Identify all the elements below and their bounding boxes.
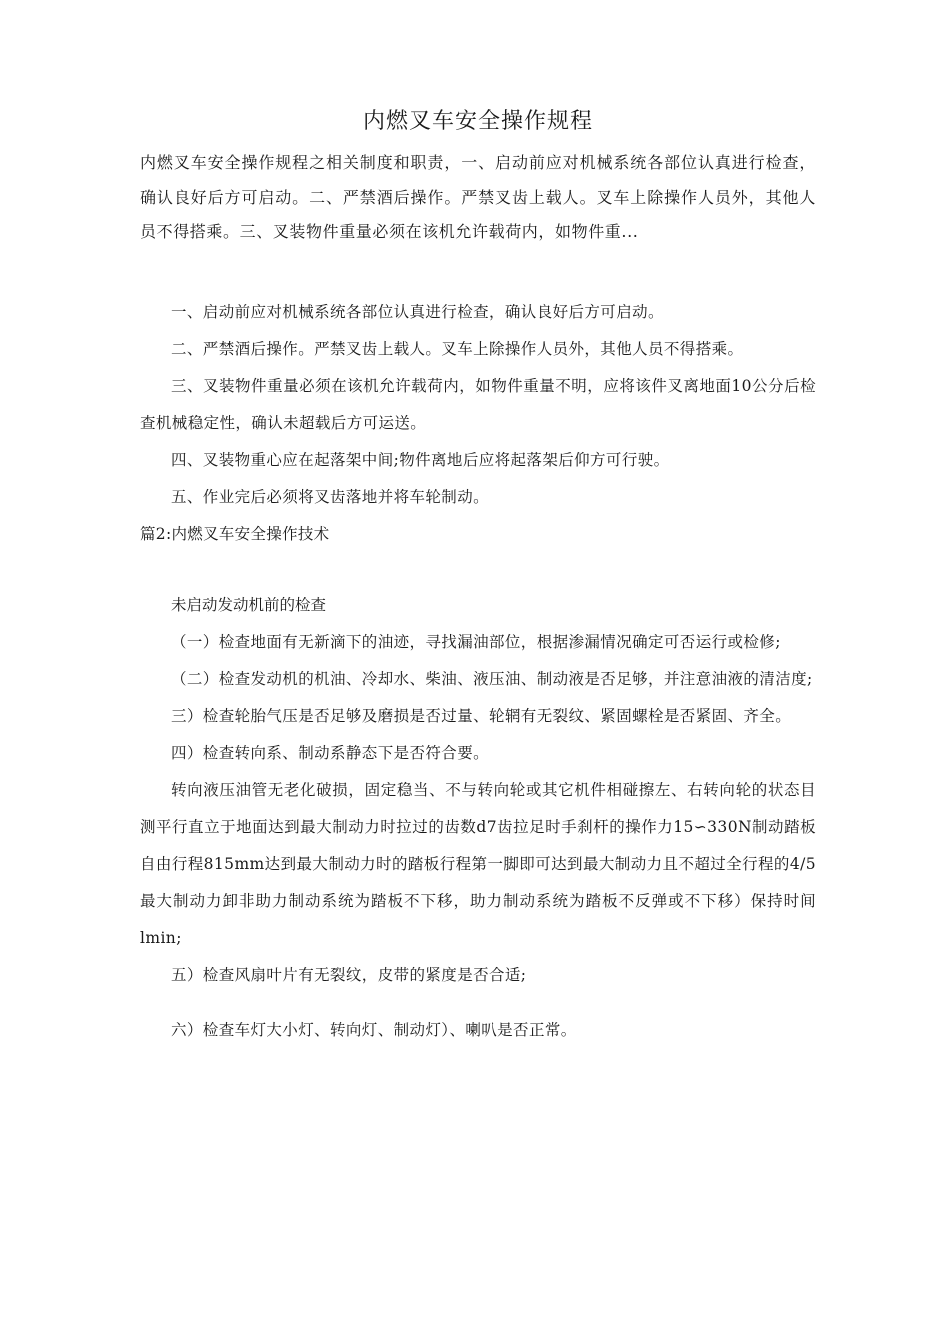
rule-2: 二、严禁酒后操作。严禁叉齿上载人。叉车上除操作人员外，其他人员不得搭乘。 bbox=[171, 339, 744, 358]
check-6: 六）检查车灯大小灯、转向灯、制动灯）、喇叭是否正常。 bbox=[171, 1020, 577, 1039]
check-1: （一）检查地面有无新滴下的油迹，寻找漏油部位，根据渗漏情况确定可否运行或检修; bbox=[171, 632, 781, 651]
spacer bbox=[140, 553, 816, 587]
spacer bbox=[140, 250, 816, 294]
section2-title: 篇2:内燃叉车安全操作技术 bbox=[140, 524, 330, 543]
check-4: 四）检查转向系、制动系静态下是否符合要。 bbox=[171, 743, 490, 762]
rule-1: 一、启动前应对机械系统各部位认真进行检查，确认良好后方可启动。 bbox=[171, 302, 664, 321]
check-4-detail: 转向液压油管无老化破损，固定稳当、不与转向轮或其它机件相碰擦左、右转向轮的状态目测平行直立于地面达到最大制动力时拉过的齿数d7齿拉足时手刹杆的操作力15∽330N制动踏板自由行程815mm达到最大制动力时的踏板行程第一脚即可达到最大制动力且不超过全行程的4/5最大制动力卸非助力制动系统为踏板不下移，助力制动系统为踏板不反弹或不下移）保持时间lmin; bbox=[140, 780, 816, 947]
spacer bbox=[140, 994, 816, 1012]
document-title: 内燃叉车安全操作规程 bbox=[362, 109, 593, 134]
section2-subtitle: 未启动发动机前的检查 bbox=[171, 595, 327, 614]
rule-3: 三、叉装物件重量必须在该机允许载荷内，如物件重量不明，应将该件叉离地面10公分后检查机械稳定性，确认未超载后方可运送。 bbox=[140, 376, 816, 432]
intro-paragraph: 内燃叉车安全操作规程之相关制度和职责，一、启动前应对机械系统各部位认真进行检查，确认良好后方可启动。二、严禁酒后操作。严禁叉齿上载人。叉车上除操作人员外，其他人员不得搭乘。三、叉装物件重量必须在该机允许载荷内，如物件重... bbox=[140, 153, 816, 241]
check-3: 三）检查轮胎气压是否足够及磨损是否过量、轮辋有无裂纹、紧固螺栓是否紧固、齐全。 bbox=[171, 706, 792, 725]
rule-5: 五、作业完后必须将叉齿落地并将车轮制动。 bbox=[171, 487, 490, 506]
check-5: 五）检查风扇叶片有无裂纹，皮带的紧度是否合适; bbox=[171, 965, 527, 984]
rule-4: 四、叉装物重心应在起落架中间;物件离地后应将起落架后仰方可行驶。 bbox=[171, 450, 670, 469]
document-page bbox=[140, 104, 816, 1049]
check-2: （二）检查发动机的机油、冷却水、柴油、液压油、制动液是否足够，并注意油液的清洁度; bbox=[171, 669, 813, 688]
